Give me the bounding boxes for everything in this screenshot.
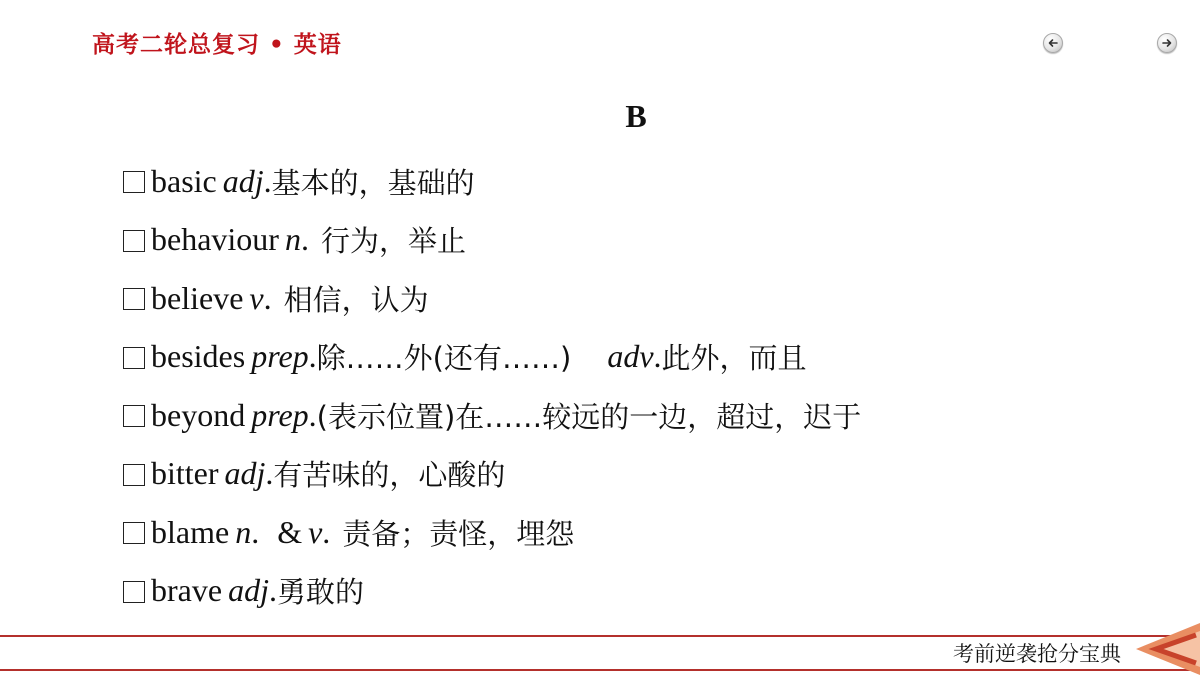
- vocab-item: [120, 269, 861, 328]
- vocab-item: [120, 386, 861, 445]
- part-of-speech-secondary: adv: [607, 338, 654, 375]
- part-of-speech: adj: [228, 572, 269, 609]
- part-of-speech: n: [235, 513, 252, 550]
- vocab-meaning: 勇敢的: [276, 575, 364, 610]
- course-title: 高考二轮总复习 • 英语: [92, 32, 342, 58]
- footer-rule-top: [0, 635, 1200, 637]
- pos-period: .: [263, 279, 272, 316]
- vocab-meaning-secondary: 此外，而且: [661, 341, 807, 376]
- vocab-item: [120, 562, 861, 621]
- vocab-word: besides: [151, 338, 246, 375]
- vocab-word: blame: [151, 513, 230, 550]
- prev-slide-button[interactable]: [1043, 33, 1063, 53]
- checkbox-icon[interactable]: [123, 288, 145, 310]
- pos-period: .: [265, 455, 274, 492]
- checkbox-icon[interactable]: [123, 581, 145, 603]
- pos-period: .: [653, 338, 662, 375]
- chevron-left-icon: [1136, 623, 1200, 675]
- checkbox-icon[interactable]: [123, 171, 145, 193]
- arrow-left-icon: [1047, 37, 1059, 49]
- vocab-item: [120, 445, 861, 504]
- part-of-speech-secondary: v: [308, 513, 323, 550]
- vocab-item: [120, 503, 861, 562]
- part-of-speech: v: [249, 279, 264, 316]
- vocab-item: [120, 211, 861, 270]
- checkbox-icon[interactable]: [123, 405, 145, 427]
- vocab-word: bitter: [151, 455, 219, 492]
- vocab-item: [120, 152, 861, 211]
- vocab-meaning: 有苦味的，心酸的: [273, 458, 506, 493]
- section-heading: B: [625, 98, 647, 134]
- vocab-word: beyond: [151, 396, 246, 433]
- vocab-word: believe: [151, 279, 244, 316]
- pos-period: .: [308, 396, 317, 433]
- checkbox-icon[interactable]: [123, 522, 145, 544]
- vocab-meaning: 基本的，基础的: [271, 165, 475, 200]
- part-of-speech: adj: [224, 455, 266, 492]
- pos-period: .: [251, 513, 260, 550]
- next-slide-button[interactable]: [1157, 33, 1177, 53]
- vocab-meaning: 除……外(还有……): [316, 341, 572, 376]
- part-of-speech: adj: [222, 162, 264, 199]
- vocab-word: behaviour: [151, 221, 279, 258]
- part-of-speech: prep: [251, 338, 309, 375]
- pos-period: .: [308, 338, 317, 375]
- footer-label: 考前逆袭抢分宝典: [953, 642, 1121, 666]
- vocab-meaning: (表示位置)在……较远的一边，超过，迟于: [316, 399, 862, 434]
- vocab-meaning: 责备；责怪，埋怨: [342, 516, 575, 551]
- arrow-right-icon: [1161, 37, 1173, 49]
- vocab-word: basic: [151, 162, 217, 199]
- part-of-speech: n: [284, 221, 301, 258]
- pos-period: .: [268, 572, 277, 609]
- vocab-meaning: 行为，举止: [320, 224, 466, 259]
- vocabulary-list: [120, 152, 861, 620]
- pos-period: .: [322, 513, 331, 550]
- vocab-item: [120, 328, 861, 387]
- checkbox-icon[interactable]: [123, 464, 145, 486]
- pos-period: .: [263, 162, 272, 199]
- checkbox-icon[interactable]: [123, 230, 145, 252]
- vocab-meaning: 相信，认为: [283, 282, 429, 317]
- vocab-word: brave: [151, 572, 223, 609]
- pos-period: .: [300, 221, 309, 258]
- pos-connector: &: [277, 513, 303, 550]
- footer-rule-bottom: [0, 669, 1200, 671]
- part-of-speech: prep: [251, 396, 309, 433]
- checkbox-icon[interactable]: [123, 347, 145, 369]
